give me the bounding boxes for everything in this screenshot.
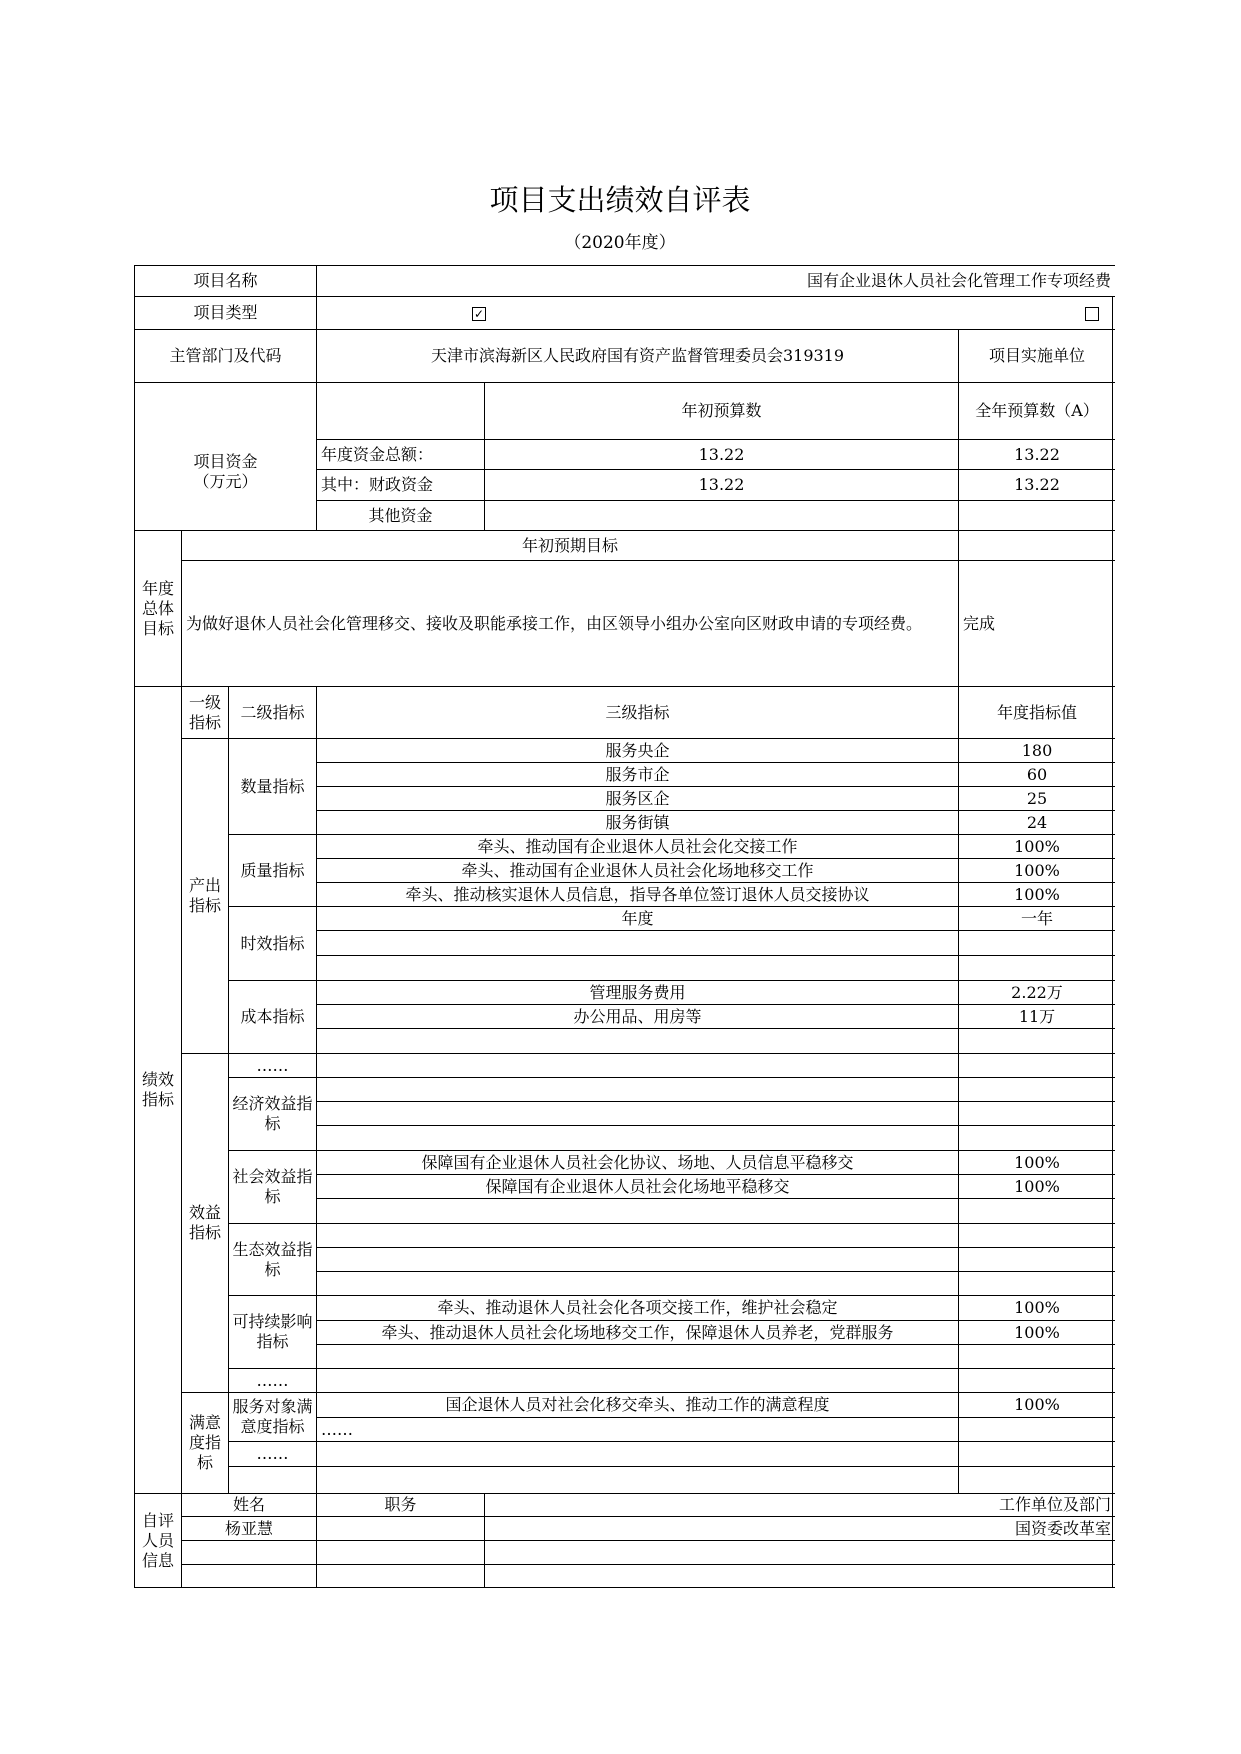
indicator-row-value: 2.22万 xyxy=(958,980,1115,1004)
funds-header-blank xyxy=(316,382,484,439)
checkbox-checked-icon[interactable] xyxy=(472,307,486,321)
indicator-row-value xyxy=(958,955,1115,980)
table-border xyxy=(134,1587,1115,1588)
indicator-row-value xyxy=(958,1368,1115,1392)
indicator-row-value: 100% xyxy=(958,834,1115,858)
indicator-row-name: 牵头、推动国有企业退休人员社会化交接工作 xyxy=(316,834,958,858)
indicator-row-value: 180 xyxy=(958,738,1115,762)
indicator-row-value: 100% xyxy=(958,1320,1115,1344)
indicator-row-name: 管理服务费用 xyxy=(316,980,958,1004)
group-label-sustainable: 可持续影响指标 xyxy=(228,1295,316,1368)
dept-label: 主管部门及代码 xyxy=(134,329,316,382)
indicator-row-value: 100% xyxy=(958,882,1115,906)
group-label-social: 社会效益指标 xyxy=(228,1150,316,1223)
indicator-row-name: …… xyxy=(316,1417,958,1441)
group-label-service: 服务对象满意度指标 xyxy=(228,1392,316,1441)
indicator-row-name xyxy=(316,1368,958,1392)
indicator-row-value xyxy=(958,1247,1115,1271)
funds-row-initial: 13.22 xyxy=(484,469,958,500)
project-name-value: 国有企业退休人员社会化管理工作专项经费 xyxy=(316,265,1115,296)
indicator-row-value xyxy=(958,1417,1115,1441)
indicator-row-name: 牵头、推动核实退休人员信息，指导各单位签订退休人员交接协议 xyxy=(316,882,958,906)
table-border xyxy=(134,265,135,1587)
indicator-row-name xyxy=(316,1077,958,1101)
funds-row-initial: 13.22 xyxy=(484,439,958,469)
indicator-row-value xyxy=(958,1344,1115,1368)
goal-col-header: 年初预期目标 xyxy=(181,530,958,560)
evaluator-unit xyxy=(484,1564,1115,1587)
indicator-row-name: 年度 xyxy=(316,906,958,930)
evaluator-name xyxy=(181,1540,316,1564)
indicators-label: 绩效指标 xyxy=(134,686,181,1493)
ellipsis-label xyxy=(228,1466,316,1493)
indicator-row-name xyxy=(316,1466,958,1493)
goal-text: 为做好退休人员社会化管理移交、接收及职能承接工作，由区领导小组办公室向区财政申请的专项经费。 xyxy=(181,560,958,686)
group-label-ecological: 生态效益指标 xyxy=(228,1223,316,1295)
h-evaluator-name: 姓名 xyxy=(181,1493,316,1516)
indicator-row-name xyxy=(316,1441,958,1466)
ellipsis-label: …… xyxy=(228,1441,316,1466)
indicator-row-value: 100% xyxy=(958,1174,1115,1198)
indicator-row-name: 保障国有企业退休人员社会化协议、场地、人员信息平稳移交 xyxy=(316,1150,958,1174)
h-evaluator-title: 职务 xyxy=(316,1493,484,1516)
indicator-row-value xyxy=(958,1198,1115,1223)
project-name-label: 项目名称 xyxy=(134,265,316,296)
h-evaluator-unit: 工作单位及部门 xyxy=(484,1493,1115,1516)
indicator-row-value: 25 xyxy=(958,786,1115,810)
indicator-row-name xyxy=(316,1101,958,1125)
h-value: 年度指标值 xyxy=(958,686,1115,738)
indicator-row-name: 服务街镇 xyxy=(316,810,958,834)
evaluator-name xyxy=(181,1564,316,1587)
indicator-row-name xyxy=(316,1053,958,1077)
indicator-row-value: 24 xyxy=(958,810,1115,834)
indicator-row-name: 服务区企 xyxy=(316,786,958,810)
funds-row-label: 其中：财政资金 xyxy=(316,469,484,500)
indicator-row-value xyxy=(958,1271,1115,1295)
indicator-row-name: 服务市企 xyxy=(316,762,958,786)
indicator-row-value xyxy=(958,1441,1115,1466)
indicator-row-value: 100% xyxy=(958,1295,1115,1320)
indicator-row-name: 保障国有企业退休人员社会化场地平稳移交 xyxy=(316,1174,958,1198)
funds-row-label: 年度资金总额： xyxy=(316,439,484,469)
evaluator-unit: 国资委改革室 xyxy=(484,1516,1115,1540)
funds-row-full: 13.22 xyxy=(958,439,1115,469)
indicator-row-name xyxy=(316,1198,958,1223)
indicator-row-name xyxy=(316,1247,958,1271)
indicator-row-value xyxy=(958,1101,1115,1125)
indicator-row-name: 牵头、推动退休人员社会化场地移交工作，保障退休人员养老，党群服务 xyxy=(316,1320,958,1344)
dept-value: 天津市滨海新区人民政府国有资产监督管理委员会319319 xyxy=(316,329,958,382)
indicator-row-name xyxy=(316,955,958,980)
goal-col-blank xyxy=(958,530,1115,560)
indicator-row-value xyxy=(958,1053,1115,1077)
group-label-quantity: 数量指标 xyxy=(228,738,316,834)
indicator-row-name: 牵头、推动退休人员社会化各项交接工作，维护社会稳定 xyxy=(316,1295,958,1320)
indicator-row-name xyxy=(316,1344,958,1368)
ellipsis-label: …… xyxy=(228,1368,316,1392)
checkbox-empty-icon[interactable] xyxy=(1085,307,1099,321)
evaluator-title xyxy=(316,1540,484,1564)
table-border xyxy=(1112,296,1113,1587)
indicator-row-value xyxy=(958,1028,1115,1053)
satisfaction-label: 满意度指标 xyxy=(181,1392,228,1493)
indicator-row-name xyxy=(316,1271,958,1295)
indicator-row-value: 100% xyxy=(958,1150,1115,1174)
benefit-label: 效益指标 xyxy=(181,1053,228,1392)
funds-col-full: 全年预算数（A） xyxy=(958,382,1115,439)
funds-row-full: 13.22 xyxy=(958,469,1115,500)
evaluators-label: 自评人员信息 xyxy=(134,1493,181,1587)
h-level3: 三级指标 xyxy=(316,686,958,738)
indicator-row-value xyxy=(958,1077,1115,1101)
evaluator-title xyxy=(316,1564,484,1587)
indicator-row-name xyxy=(316,1223,958,1247)
group-label-economic: 经济效益指标 xyxy=(228,1077,316,1150)
indicator-row-value: 一年 xyxy=(958,906,1115,930)
indicator-row-value: 100% xyxy=(958,1392,1115,1417)
indicator-row-value xyxy=(958,1223,1115,1247)
funds-label: 项目资金 （万元） xyxy=(134,382,316,530)
project-type-options xyxy=(316,296,1115,329)
indicator-row-value: 60 xyxy=(958,762,1115,786)
indicator-row-name: 服务央企 xyxy=(316,738,958,762)
impl-unit-label: 项目实施单位 xyxy=(958,329,1115,382)
group-label-cost: 成本指标 xyxy=(228,980,316,1053)
evaluator-name: 杨亚慧 xyxy=(181,1516,316,1540)
project-type-label: 项目类型 xyxy=(134,296,316,329)
goal-status: 完成 xyxy=(958,560,1115,686)
h-level1: 一级指标 xyxy=(181,686,228,738)
page-subtitle: （2020年度） xyxy=(564,233,676,253)
funds-row-initial xyxy=(484,500,958,530)
funds-row-full xyxy=(958,500,1115,530)
evaluator-title xyxy=(316,1516,484,1540)
group-label-quality: 质量指标 xyxy=(228,834,316,906)
indicator-row-value xyxy=(958,1466,1115,1493)
output-label: 产出指标 xyxy=(181,738,228,1053)
indicator-row-value xyxy=(958,930,1115,955)
indicator-row-value xyxy=(958,1125,1115,1150)
indicator-row-name xyxy=(316,1125,958,1150)
goal-label: 年度总体目标 xyxy=(134,530,181,686)
indicator-row-name: 办公用品、用房等 xyxy=(316,1004,958,1028)
h-level2: 二级指标 xyxy=(228,686,316,738)
funds-row-label: 其他资金 xyxy=(316,500,484,530)
funds-col-initial: 年初预算数 xyxy=(484,382,958,439)
indicator-row-name xyxy=(316,1028,958,1053)
ellipsis-label: …… xyxy=(228,1053,316,1077)
group-label-timeliness: 时效指标 xyxy=(228,906,316,980)
evaluator-unit xyxy=(484,1540,1115,1564)
indicator-row-name: 牵头、推动国有企业退休人员社会化场地移交工作 xyxy=(316,858,958,882)
page-title: 项目支出绩效自评表 xyxy=(489,183,751,217)
table-border xyxy=(134,265,1115,266)
indicator-row-value: 100% xyxy=(958,858,1115,882)
indicator-row-name xyxy=(316,930,958,955)
indicator-row-value: 11万 xyxy=(958,1004,1115,1028)
indicator-row-name: 国企退休人员对社会化移交牵头、推动工作的满意程度 xyxy=(316,1392,958,1417)
